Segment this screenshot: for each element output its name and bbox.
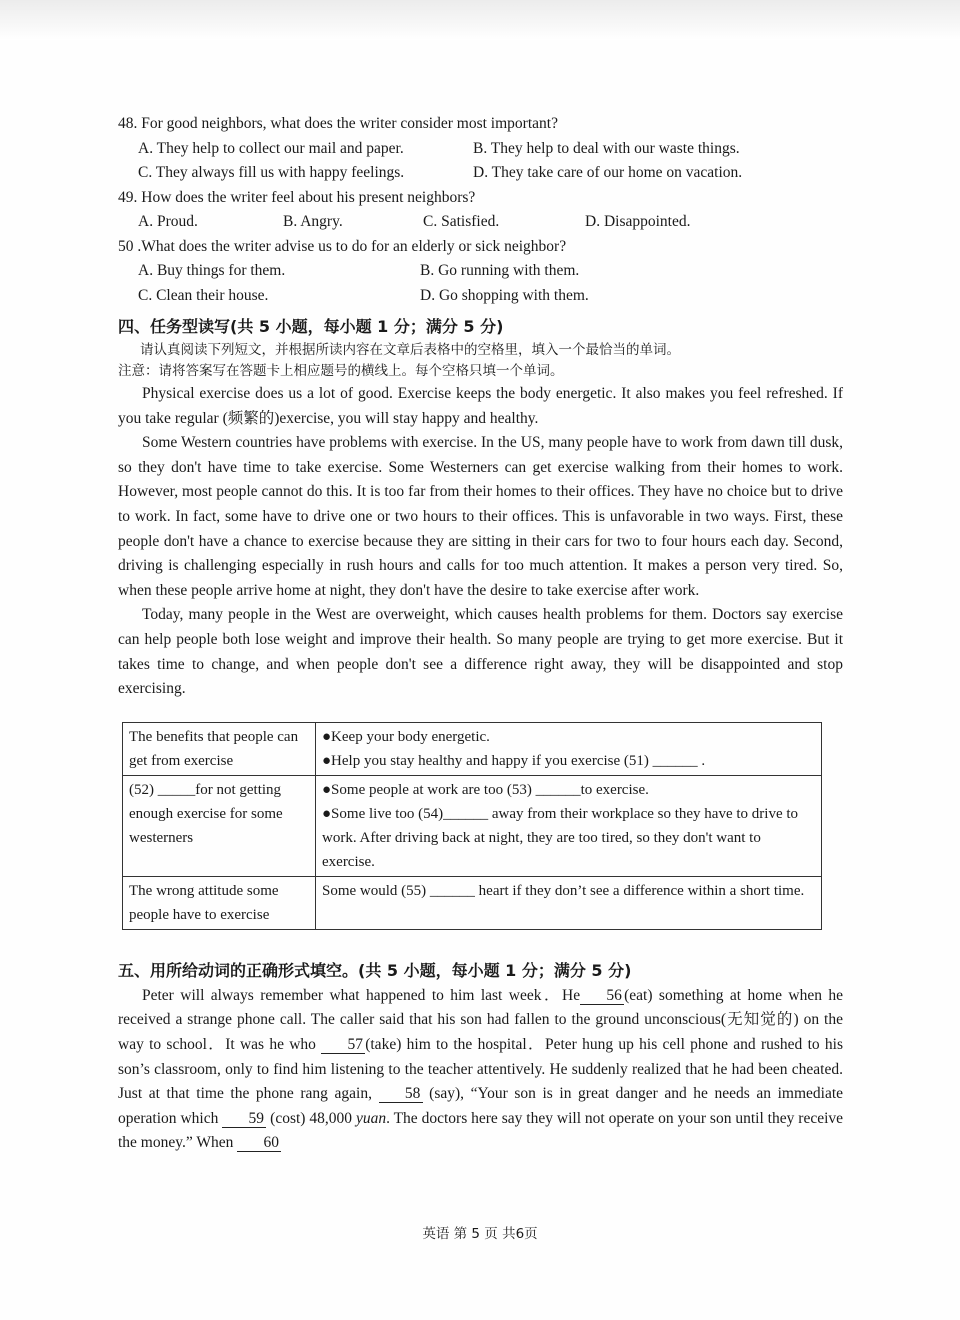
- q50-option-c: C. Clean their house.: [138, 286, 269, 304]
- q48-option-c: C. They always fill us with happy feelings.: [138, 164, 405, 181]
- passage-text: (eat) something at home when he received a strange phone call. The caller said that his son had fallen to the ground unconscious(无知觉的) on the way to school．It was he who: [118, 986, 843, 1053]
- currency-word: yuan: [355, 1109, 387, 1127]
- table-cell-attitude-detail: Some would (55) ______ heart if they don’t see a difference within a short time.: [316, 876, 822, 929]
- q49-option-b: B. Angry.: [283, 213, 343, 230]
- section-4-title: 四、任务型读写(共 5 小题，每小题 1 分；满分 5 分): [118, 317, 504, 336]
- q50-option-a: A. Buy things for them.: [138, 262, 286, 279]
- question-48-stem: 48. For good neighbors, what does the writer consider most important?: [118, 115, 558, 132]
- passage-paragraph-3: Today, many people in the West are overweight, which causes health problems for them. Doctors say exercise can help people both lose weight and improve their health. So many people are trying to get more exercise. But it takes time to change, and when people don't see a difference right away, they will be disappointed and stop exercising.: [118, 606, 843, 698]
- section-4-instruction: 请认真阅读下列短文，并根据所读内容在文章后表格中的空格里，填入一个最恰当的单词。: [140, 342, 680, 358]
- table-cell-attitude: The wrong attitude some people have to exercise: [123, 876, 316, 929]
- question-49-stem: 49. How does the writer feel about his present neighbors?: [118, 188, 476, 206]
- question-50-stem: 50 .What does the writer advise us to do for an elderly or sick neighbor?: [118, 237, 567, 255]
- table-bullet: ●Help you stay healthy and happy if you exercise (51) ______ .: [322, 752, 706, 769]
- scan-shadow: [0, 0, 960, 40]
- table-cell-reasons-detail: [316, 775, 822, 876]
- section-5-passage: [118, 984, 843, 1156]
- q48-option-d: D. They take care of our home on vacation.: [473, 164, 743, 181]
- passage-paragraph-1: Physical exercise does us a lot of good. Exercise keeps the body energetic. It also makes you feel refreshed. If you take regular (频繁的)exercise, you will stay happy and healthy.: [118, 385, 843, 427]
- task-table: [122, 722, 822, 930]
- section-5-title: 五、用所给动词的正确形式填空。(共 5 小题，每小题 1 分；满分 5 分): [118, 960, 632, 980]
- section-4-note: 注意：请将答案写在答题卡上相应题号的横线上。每个空格只填一个单词。: [118, 363, 564, 379]
- passage-text: (say), “Your son is in great danger and he needs an immediate operation which: [118, 1085, 844, 1127]
- q48-option-b: B. They help to deal with our waste things.: [473, 139, 740, 157]
- passage-text: (take) him to the hospital．Peter hung up his cell phone and rushed to his son’s classroom, only to find him listening to the teacher attentively. He suddenly realized that he had been cheated. Just at that time the phone rang again,: [118, 1035, 843, 1103]
- q49-option-d: D. Disappointed.: [585, 213, 691, 230]
- q49-option-c: C. Satisfied.: [423, 213, 500, 230]
- blank-59: 59: [222, 1111, 266, 1128]
- question-50-options: [118, 259, 843, 308]
- table-cell-benefits: The benefits that people can get from exercise: [123, 722, 316, 775]
- question-49-options: [118, 210, 843, 235]
- table-cell-reasons: (52) _____for not getting enough exercise for some westerners: [123, 775, 316, 876]
- table-row: [123, 775, 822, 876]
- blank-58: 58: [379, 1086, 423, 1103]
- page-footer: 英语 第 5 页 共6页: [422, 1226, 538, 1242]
- page-content: [118, 112, 843, 1156]
- q49-option-a: A. Proud.: [138, 213, 198, 230]
- q50-option-d: D. Go shopping with them.: [420, 286, 589, 304]
- table-bullet: ●Some live too (54)______ away from their workplace so they have to drive to work. After driving back at night, they are too tired, so they don't want to exercise.: [322, 805, 799, 870]
- passage-text: . The doctors here say they will not operate on your son until they receive the money.” When: [118, 1109, 844, 1152]
- passage-paragraph-2: Some Western countries have problems with exercise. In the US, many people have to work from dawn till dusk, so they don't have time to take exercise. Some Westerners can get exercise walking from their homes to work. However, most people cannot do this. It is too far from their homes to their offices. They have no choice but to drive to work. In fact, some have to drive one or two hours to their offices. This is unfavorable in two ways. First, these people don't have a chance to exercise because they are sitting in their cars for two to four hours each day. Second, driving is challenging especially in rush hours and calls for too much attention. It makes a person very tired. So, when these people arrive home at night, they don't have the desire to take exercise after work.: [118, 434, 843, 599]
- q50-option-b: B. Go running with them.: [420, 262, 580, 279]
- blank-57: 57: [321, 1037, 365, 1054]
- table-row: [123, 722, 822, 775]
- question-48-options: [118, 137, 843, 186]
- table-row: [123, 876, 822, 929]
- blank-56: 56: [580, 988, 624, 1005]
- q48-option-a: A. They help to collect our mail and paper.: [138, 139, 404, 157]
- passage-text: Peter will always remember what happened to him last week．He: [142, 986, 581, 1004]
- passage-text: (cost) 48,000: [270, 1109, 353, 1127]
- table-cell-benefits-detail: [316, 722, 822, 775]
- blank-60: 60: [237, 1135, 281, 1152]
- table-bullet: ●Some people at work are too (53) ______to exercise.: [322, 781, 649, 798]
- table-bullet: ●Keep your body energetic.: [322, 728, 490, 745]
